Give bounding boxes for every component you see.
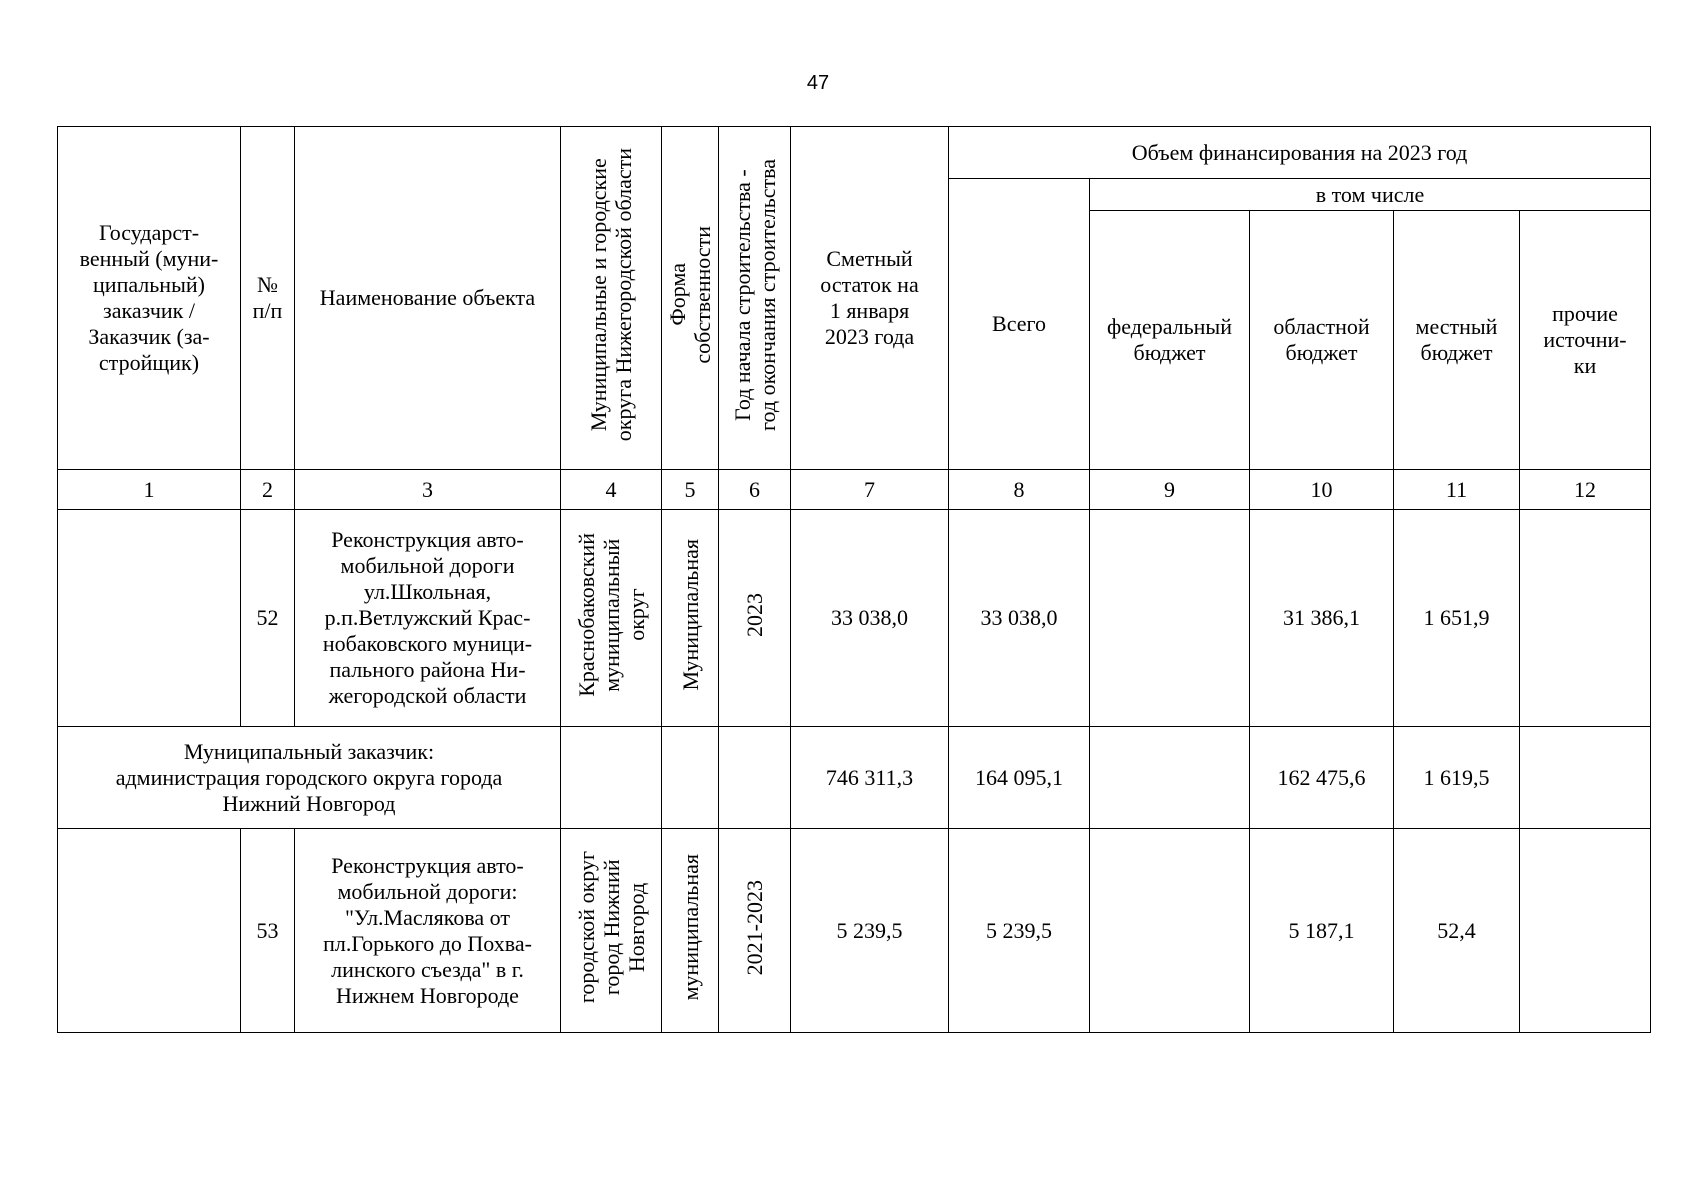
- group-ownership: [662, 727, 719, 829]
- column-number: 7: [791, 470, 949, 510]
- group-estimate: 746 311,3: [791, 727, 949, 829]
- row-estimate: 5 239,5: [791, 829, 949, 1033]
- column-number: 11: [1394, 470, 1520, 510]
- header-including: в том числе: [1090, 179, 1651, 211]
- table-row: [58, 510, 1651, 727]
- header-estimate: Сметный остаток на 1 января 2023 года: [791, 127, 949, 470]
- row-federal: [1090, 829, 1250, 1033]
- column-number: 12: [1520, 470, 1651, 510]
- column-number: 9: [1090, 470, 1250, 510]
- group-other: [1520, 727, 1651, 829]
- header-num: № п/п: [241, 127, 295, 470]
- column-number: 1: [58, 470, 241, 510]
- header-federal: федеральный бюджет: [1090, 211, 1250, 470]
- column-number: 6: [719, 470, 791, 510]
- row-years: 2023: [719, 510, 791, 727]
- row-total: 5 239,5: [949, 829, 1090, 1033]
- header-funding: Объем финансирования на 2023 год: [949, 127, 1651, 179]
- header-local: местный бюджет: [1394, 211, 1520, 470]
- row-num: 53: [241, 829, 295, 1033]
- row-object-name: Реконструкция авто- мобильной дороги: "Ул.Маслякова от пл.Горького до Похва- линского съезда" в г. Нижнем Новгороде: [295, 829, 561, 1033]
- row-object-name: Реконструкция авто- мобильной дороги ул.Школьная, р.п.Ветлужский Крас- нобаковского муници- пального района Ни- жегородской области: [295, 510, 561, 727]
- row-num: 52: [241, 510, 295, 727]
- row-other: [1520, 510, 1651, 727]
- row-municipality: городской округ город Нижний Новгород: [561, 829, 662, 1033]
- column-number-row: [58, 470, 1651, 510]
- group-customer: Муниципальный заказчик: администрация городского округа города Нижний Новгород: [58, 727, 561, 829]
- row-federal: [1090, 510, 1250, 727]
- row-regional: 5 187,1: [1250, 829, 1394, 1033]
- group-years: [719, 727, 791, 829]
- row-years: 2021-2023: [719, 829, 791, 1033]
- page-number: 47: [806, 72, 830, 94]
- row-local: 52,4: [1394, 829, 1520, 1033]
- column-number: 10: [1250, 470, 1394, 510]
- row-total: 33 038,0: [949, 510, 1090, 727]
- group-local: 1 619,5: [1394, 727, 1520, 829]
- group-regional: 162 475,6: [1250, 727, 1394, 829]
- row-estimate: 33 038,0: [791, 510, 949, 727]
- header-other: прочие источни- ки: [1520, 211, 1651, 470]
- group-municipality: [561, 727, 662, 829]
- header-ownership: Форма собственности: [662, 127, 719, 470]
- header-municipality: Муниципальные и городские округа Нижегородской области: [561, 127, 662, 470]
- row-ownership: муниципальная: [662, 829, 719, 1033]
- financing-table: [57, 126, 1651, 1033]
- column-number: 3: [295, 470, 561, 510]
- header-regional: областной бюджет: [1250, 211, 1394, 470]
- row-customer: [58, 510, 241, 727]
- row-local: 1 651,9: [1394, 510, 1520, 727]
- header-customer: Государст- венный (муни- ципальный) заказчик / Заказчик (за- стройщик): [58, 127, 241, 470]
- column-number: 4: [561, 470, 662, 510]
- group-total: 164 095,1: [949, 727, 1090, 829]
- row-other: [1520, 829, 1651, 1033]
- header-total: Всего: [949, 179, 1090, 470]
- group-row: [58, 727, 1651, 829]
- header-object-name: Наименование объекта: [295, 127, 561, 470]
- column-number: 2: [241, 470, 295, 510]
- table-row: [58, 829, 1651, 1033]
- row-customer: [58, 829, 241, 1033]
- group-federal: [1090, 727, 1250, 829]
- column-number: 8: [949, 470, 1090, 510]
- row-municipality: Краснобаковский муниципальный округ: [561, 510, 662, 727]
- row-ownership: Муниципальная: [662, 510, 719, 727]
- column-number: 5: [662, 470, 719, 510]
- header-years: Год начала строительства - год окончания строительства: [719, 127, 791, 470]
- row-regional: 31 386,1: [1250, 510, 1394, 727]
